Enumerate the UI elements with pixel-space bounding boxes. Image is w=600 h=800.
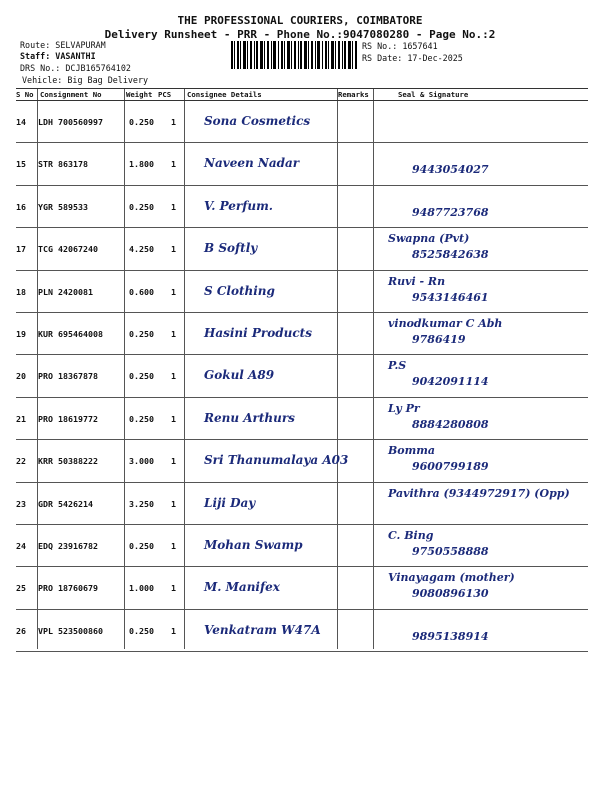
table-row (16, 355, 588, 397)
col-weight: Weight (126, 90, 153, 99)
col-consignee: Consignee Details (187, 90, 262, 99)
row-weight: 0.250 (129, 625, 154, 636)
table-row (16, 610, 588, 652)
row-sno: 21 (16, 413, 26, 424)
row-sno: 14 (16, 117, 26, 127)
table-header (16, 88, 588, 101)
table-row (16, 567, 588, 609)
consignee-handwriting: V. Perfum. (204, 198, 273, 213)
signature-handwriting: P.S (388, 359, 407, 373)
consignee-handwriting: Gokul A89 (204, 368, 275, 383)
runsheet-table (16, 88, 588, 652)
consignee-handwriting: S Clothing (204, 283, 275, 298)
table-row (16, 228, 588, 270)
row-pcs: 1 (171, 498, 176, 509)
row-sno: 15 (16, 159, 26, 170)
consignee-handwriting: Mohan Swamp (204, 537, 303, 552)
row-pcs: 1 (171, 456, 176, 467)
signature-phone: 9895138914 (412, 629, 489, 643)
table-row (16, 313, 588, 355)
row-sno: 18 (16, 286, 26, 297)
consignee-handwriting: Renu Arthurs (204, 410, 295, 425)
signature-handwriting: vinodkumar C Abh (388, 316, 503, 330)
col-sno: S No (16, 90, 34, 99)
row-consignment: KUR 695464008 (38, 328, 103, 339)
row-consignment: TCG 42067240 (38, 244, 98, 255)
signature-phone: 9543146461 (412, 290, 489, 304)
row-pcs: 1 (171, 286, 176, 297)
runsheet-subtitle: Delivery Runsheet - PRR - Phone No.:9047080280 - Page No.:2 (104, 28, 496, 41)
signature-phone: 9443054027 (412, 163, 489, 177)
row-weight: 0.250 (129, 117, 154, 127)
barcode-image (231, 41, 357, 69)
consignee-handwriting: Hasini Products (204, 325, 312, 340)
signature-handwriting: Pavithra (9344972917) (Opp) (388, 486, 570, 500)
row-sno: 23 (16, 498, 26, 509)
signature-handwriting: Ruvi - Rn (388, 274, 446, 288)
table-row (16, 525, 588, 567)
row-weight: 3.250 (129, 498, 154, 509)
signature-phone: 9042091114 (412, 375, 489, 389)
signature-phone: 9487723768 (412, 205, 489, 219)
row-consignment: PRO 18367878 (38, 371, 98, 382)
row-weight: 1.000 (129, 583, 154, 594)
row-sno: 16 (16, 201, 26, 212)
row-sno: 19 (16, 328, 26, 339)
row-consignment: PRO 18760679 (38, 583, 98, 594)
signature-phone: 8525842638 (412, 248, 489, 262)
row-consignment: PLN 2420081 (38, 286, 93, 297)
row-pcs: 1 (171, 540, 176, 551)
row-weight: 0.250 (129, 328, 154, 339)
signature-phone: 9600799189 (412, 460, 489, 474)
consignee-handwriting: Sona Cosmetics (204, 114, 311, 128)
drs-number: DRS No.: DCJB165764102 (20, 63, 131, 73)
row-pcs: 1 (171, 117, 176, 127)
row-consignment: EDQ 23916782 (38, 540, 98, 551)
signature-phone: 8884280808 (412, 417, 489, 431)
row-weight: 3.000 (129, 456, 154, 467)
col-remarks: Remarks (338, 90, 369, 99)
row-consignment: LDH 700560997 (38, 117, 103, 127)
table-row (16, 398, 588, 440)
row-pcs: 1 (171, 371, 176, 382)
signature-handwriting: Ly Pr (388, 401, 420, 415)
col-pcs: PCS (158, 90, 172, 99)
signature-phone: 9786419 (412, 332, 466, 346)
signature-handwriting: Swapna (Pvt) (388, 232, 470, 246)
route-label: Route: SELVAPURAM (20, 40, 106, 50)
row-weight: 0.600 (129, 286, 154, 297)
row-pcs: 1 (171, 244, 176, 255)
consignee-handwriting: Venkatram W47A (204, 622, 321, 637)
row-consignment: GDR 5426214 (38, 498, 93, 509)
row-pcs: 1 (171, 159, 176, 170)
col-consignment: Consignment No (40, 90, 102, 99)
row-weight: 0.250 (129, 413, 154, 424)
consignee-handwriting: Sri Thanumalaya A03 (204, 453, 349, 468)
row-consignment: YGR 589533 (38, 201, 88, 212)
row-sno: 17 (16, 244, 26, 255)
signature-phone: 9750558888 (412, 544, 489, 558)
consignee-handwriting: B Softly (204, 241, 258, 256)
row-consignment: VPL 523500860 (38, 625, 103, 636)
row-pcs: 1 (171, 201, 176, 212)
table-row (16, 143, 588, 185)
row-weight: 0.250 (129, 371, 154, 382)
row-pcs: 1 (171, 625, 176, 636)
row-pcs: 1 (171, 583, 176, 594)
rs-number: RS No.: 1657641 (362, 41, 438, 51)
row-weight: 4.250 (129, 244, 154, 255)
company-title: THE PROFESSIONAL COURIERS, COIMBATORE (177, 14, 423, 27)
signature-handwriting: Vinayagam (mother) (388, 571, 515, 585)
signature-handwriting: C. Bing (388, 528, 434, 542)
row-pcs: 1 (171, 328, 176, 339)
staff-label: Staff: VASANTHI (20, 51, 96, 61)
row-sno: 24 (16, 540, 26, 551)
table-row (16, 440, 588, 482)
row-sno: 26 (16, 625, 26, 636)
signature-handwriting: Bomma (388, 444, 436, 458)
row-weight: 0.250 (129, 201, 154, 212)
consignee-handwriting: Liji Day (204, 495, 256, 510)
table-row (16, 186, 588, 228)
row-sno: 25 (16, 583, 26, 594)
row-consignment: STR 863178 (38, 159, 88, 170)
row-weight: 1.800 (129, 159, 154, 170)
consignee-handwriting: M. Manifex (204, 580, 280, 595)
row-pcs: 1 (171, 413, 176, 424)
table-row (16, 101, 588, 143)
vehicle-label: Vehicle: Big Bag Delivery (22, 75, 149, 85)
table-row (16, 483, 588, 525)
row-sno: 22 (16, 456, 26, 467)
row-consignment: PRO 18619772 (38, 413, 98, 424)
signature-phone: 9080896130 (412, 587, 489, 601)
consignee-handwriting: Naveen Nadar (204, 156, 300, 171)
row-sno: 20 (16, 371, 26, 382)
row-weight: 0.250 (129, 540, 154, 551)
col-seal: Seal & Signature (398, 90, 469, 99)
rs-date: RS Date: 17-Dec-2025 (362, 53, 463, 63)
row-consignment: KRR 50388222 (38, 456, 98, 467)
table-row (16, 271, 588, 313)
